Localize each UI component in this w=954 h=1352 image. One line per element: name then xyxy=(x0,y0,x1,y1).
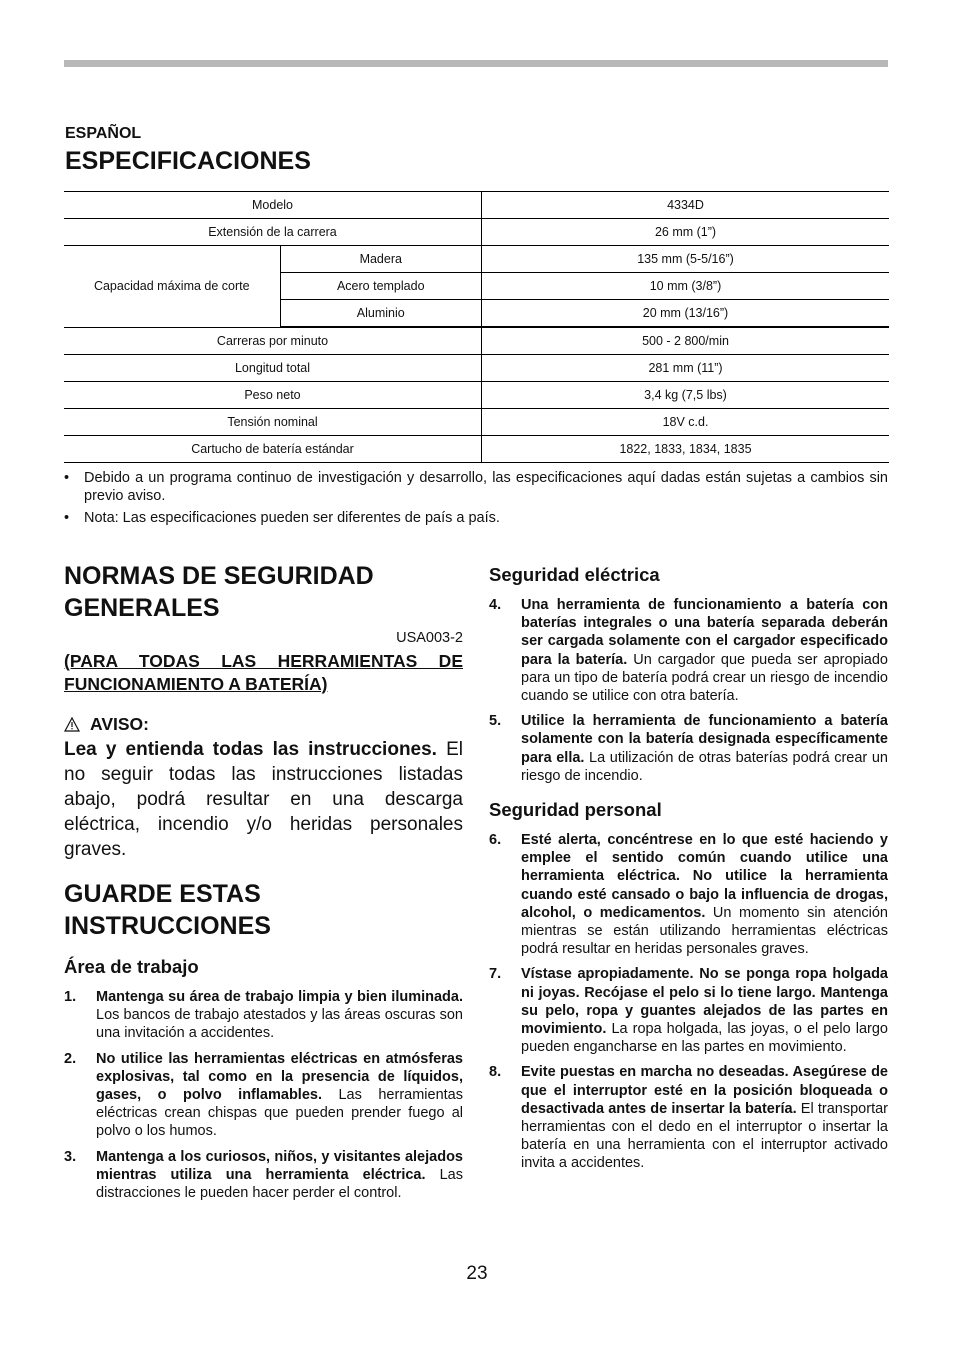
item-text: Las herramientas eléctricas crean chispas que pueden prender fuego al polvo o los humos. xyxy=(96,1087,463,1140)
spec-label: Peso neto xyxy=(64,382,482,409)
spec-notes xyxy=(64,469,888,531)
spec-value: 3,4 kg (7,5 lbs) xyxy=(482,382,890,409)
spec-sublabel: Madera xyxy=(280,246,481,273)
item-text: La utilización de otras baterías podrá crear un riesgo de incendio. xyxy=(521,749,888,784)
spec-value: 10 mm (3/8”) xyxy=(482,273,890,300)
spec-value: 20 mm (13/16”) xyxy=(482,300,890,328)
language-label: ESPAÑOL xyxy=(65,125,142,142)
spec-label: Capacidad máxima de corte xyxy=(64,246,280,328)
spec-value: 281 mm (11”) xyxy=(482,355,890,382)
list-item xyxy=(64,509,888,527)
spec-label: Cartucho de batería estándar xyxy=(64,436,482,463)
item-number: 4. xyxy=(489,597,502,613)
spec-value: 4334D xyxy=(482,192,890,219)
item-bold: Vístase apropiadamente. No se ponga ropa holgada ni joyas. Recójase el pelo si lo tiene largo. Mantenga su pelo, ropa y guantes alejados de las partes en movimiento. xyxy=(521,966,888,1038)
item-text: Los bancos de trabajo atestados y las áreas oscuras son una invitación a accidentes. xyxy=(96,1007,463,1042)
page-number: 23 xyxy=(466,1263,488,1284)
note-text: Nota: Las especificaciones pueden ser diferentes de país a país. xyxy=(84,510,500,526)
item-number: 3. xyxy=(64,1148,77,1165)
list-item xyxy=(489,965,888,1056)
warning-bold: Lea y entienda todas las instrucciones. xyxy=(64,739,437,760)
item-number: 6. xyxy=(489,832,502,849)
spec-label: Extensión de la carrera xyxy=(64,219,482,246)
item-text: Un momento sin atención mientras se están utilizando herramientas eléctricas podrá resultar en heridas personales graves. xyxy=(521,904,888,958)
item-text: Un cargador que pueda ser apropiado para un tipo de batería podrá crear un riesgo de incendio cuando se utilice con otra batería. xyxy=(521,651,889,705)
item-bold: Evite puestas en marcha no deseadas. Asegúrese de que el interruptor esté en la posición bloqueada o desactivada antes de insertar la batería. xyxy=(521,1064,888,1117)
list-item xyxy=(64,988,463,1043)
item-number: 8. xyxy=(489,1064,502,1081)
spec-value: 500 - 2 800/min xyxy=(482,327,890,355)
list-item xyxy=(64,469,888,505)
spec-value: 26 mm (1”) xyxy=(482,219,890,246)
item-number: 7. xyxy=(489,966,502,983)
list-item xyxy=(489,712,888,785)
spec-label: Modelo xyxy=(64,192,482,219)
document-code: USA003-2 xyxy=(396,630,463,646)
table-row xyxy=(64,219,889,246)
warning-body: El no seguir todas las instrucciones listadas abajo, podrá resultar en una descarga eléctrica, incendio y/o heridas personales graves. xyxy=(64,739,463,860)
personal-heading: Seguridad personal xyxy=(489,799,662,821)
table-row xyxy=(64,246,889,273)
table-row xyxy=(64,192,889,219)
save-heading: GUARDE ESTAS INSTRUCCIONES xyxy=(64,880,271,940)
safety-subtitle: (PARA TODAS LAS HERRAMIENTAS DE FUNCIONAMIENTO A BATERÍA) xyxy=(64,651,463,694)
spec-sublabel: Aluminio xyxy=(280,300,481,328)
spec-value: 18V c.d. xyxy=(482,409,890,436)
table-row xyxy=(64,409,889,436)
table-row xyxy=(64,355,889,382)
item-bold: Esté alerta, concéntrese en lo que esté haciendo y emplee el sentido común cuando utilice una herramienta eléctrica. No utilice la herramienta cuando esté cansado o bajo la influencia de drogas, alcohol, o medicamentos. xyxy=(521,832,888,921)
item-bold: Mantenga su área de trabajo limpia y bien iluminada. xyxy=(96,989,463,1005)
left-column xyxy=(64,560,463,1209)
table-row xyxy=(64,436,889,463)
list-item xyxy=(489,831,888,958)
list-item xyxy=(489,1063,888,1172)
item-bold: Una herramienta de funcionamiento a batería con baterías integrales o una batería separada deberán ser cargada solamente con el cargador especificado para la batería. xyxy=(521,597,888,668)
table-row xyxy=(64,382,889,409)
warning-paragraph xyxy=(64,737,463,862)
spec-sublabel: Acero templado xyxy=(280,273,481,300)
electrical-heading: Seguridad eléctrica xyxy=(489,564,660,585)
list-item xyxy=(64,1148,463,1203)
item-number: 2. xyxy=(64,1050,77,1067)
page-title: ESPECIFICACIONES xyxy=(65,147,311,175)
warning-label xyxy=(64,714,463,735)
warning-title: AVISO: xyxy=(90,714,149,734)
item-text: La ropa holgada, las joyas, o el pelo largo pueden engancharse en las partes en movimiento. xyxy=(521,1021,888,1056)
item-text: El transportar herramientas con el dedo en el interruptor o insertar la batería en una herramienta con el interruptor activado invita a accidentes. xyxy=(521,1100,888,1172)
safety-heading: NORMAS DE SEGURIDAD GENERALES xyxy=(64,562,374,622)
item-bold: No utilice las herramientas eléctricas en atmósferas explosivas, tal como en la presencia de líquidos, gases, o polvo inflamables. xyxy=(96,1050,463,1104)
top-rule xyxy=(64,60,888,67)
item-number: 5. xyxy=(489,713,502,730)
spec-value: 1822, 1833, 1834, 1835 xyxy=(482,436,890,463)
table-row xyxy=(64,327,889,355)
item-text: Las distracciones le pueden hacer perder el control. xyxy=(96,1166,463,1202)
spec-label: Tensión nominal xyxy=(64,409,482,436)
spec-value: 135 mm (5-5/16”) xyxy=(482,246,890,273)
warning-triangle-icon xyxy=(64,717,80,732)
list-item xyxy=(64,1050,463,1141)
item-number: 1. xyxy=(64,989,77,1005)
item-bold: Mantenga a los curiosos, niños, y visitantes alejados mientras utiliza una herramienta eléctrica. xyxy=(96,1148,463,1183)
list-item xyxy=(489,596,888,705)
bullet: • xyxy=(64,470,70,486)
spec-table xyxy=(64,191,889,463)
spec-label: Carreras por minuto xyxy=(64,327,482,355)
note-text: Debido a un programa continuo de investigación y desarrollo, las especificaciones aquí dadas están sujetas a cambios sin previo aviso. xyxy=(84,470,888,504)
spec-label: Longitud total xyxy=(64,355,482,382)
right-column xyxy=(489,560,888,1180)
item-bold: Utilice la herramienta de funcionamiento a batería solamente con la batería designada específicamente para ella. xyxy=(521,713,888,766)
work-area-heading: Área de trabajo xyxy=(64,956,199,977)
bullet: • xyxy=(64,510,70,526)
